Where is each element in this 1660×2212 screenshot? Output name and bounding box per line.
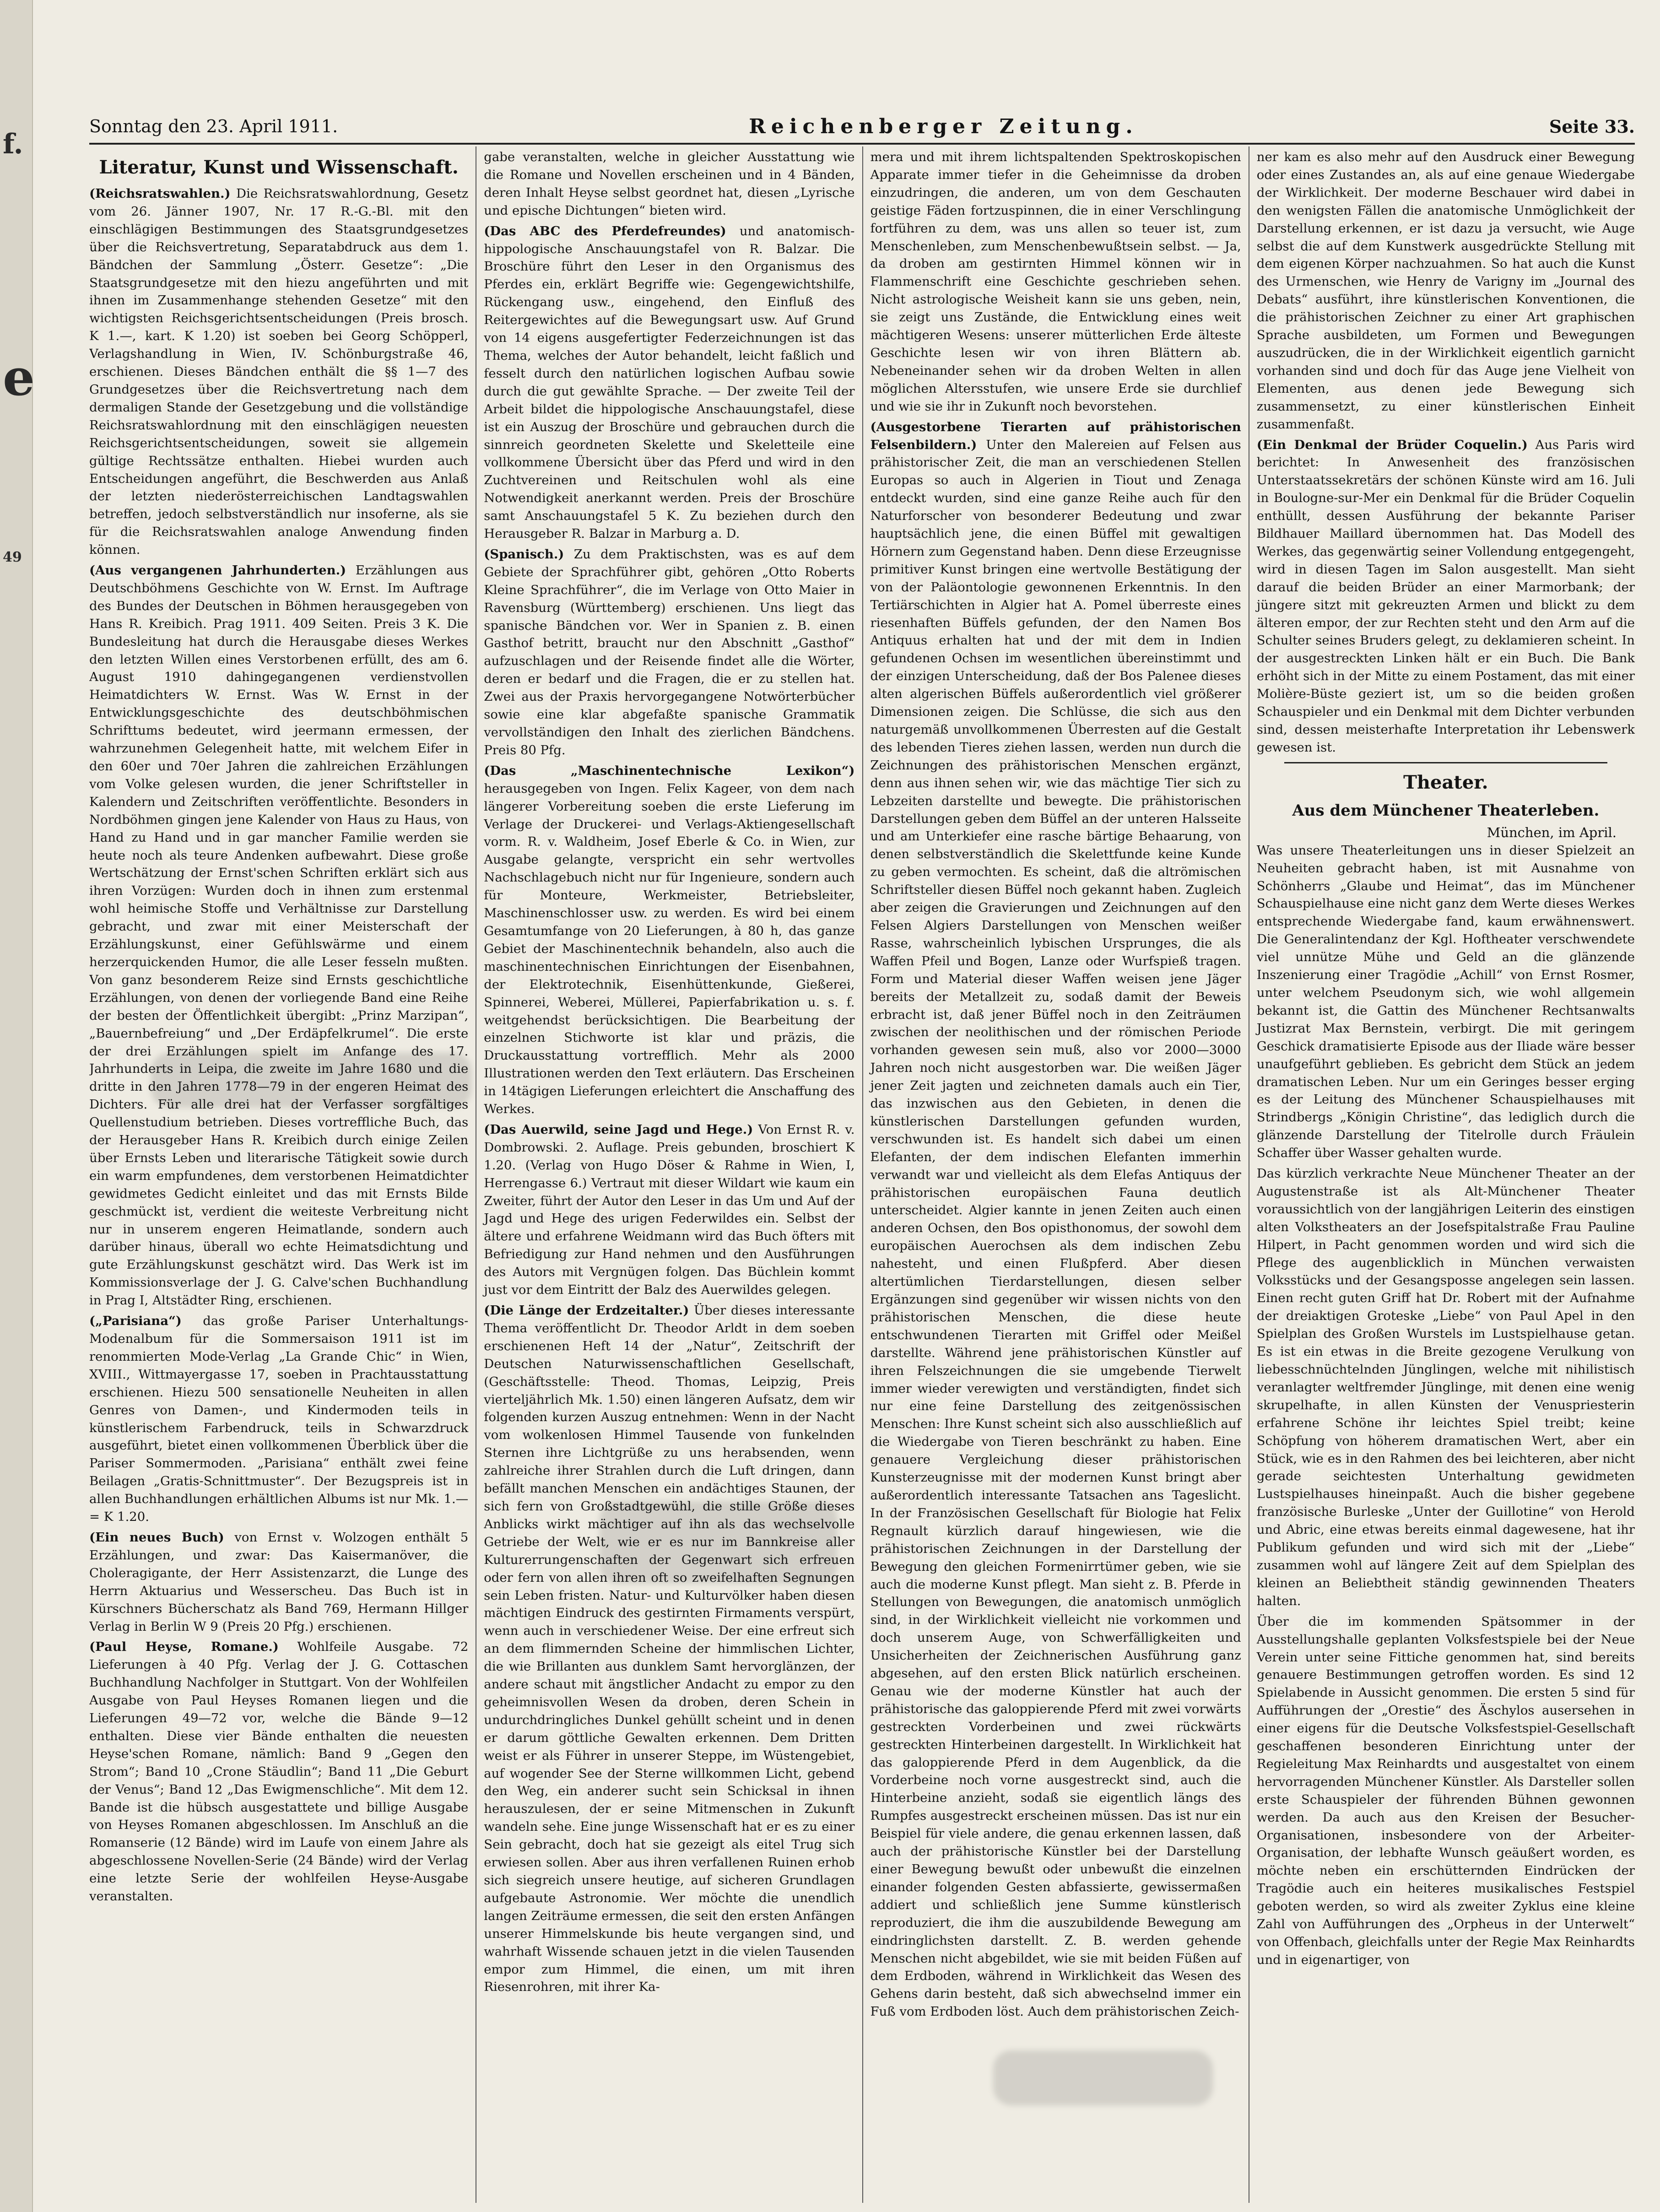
item-text: Aus Paris wird berichtet: In Anwesenheit des französischen Unterstaatssekretärs der schönen Künste wird am 16. Juli in Boulogne-sur-Mer ein Denkmal für die Brüder Coquelin enthüllt, dessen Ausführung der bekannte Pariser Bildhauer Maillard übernommen hat. Das Modell des Werkes, das gegenwärtig seiner Vollendung entgegengeht, wird in diesen Tagen im Salon ausgestellt. Man sieht darauf die beiden Brüder an einer Marmorbank; der jüngere sitzt mit gekreuzten Armen und blickt zu dem älteren empor, der zur Rechten steht und den Arm auf die Schulter seines Bruders gelegt, zu deklamieren scheint. In der ausgestreckten Linken hält er ein Buch. Die Bank erhöht sich in der Mitte zu einem Postament, das mit einer Molière-Büste geziert ist, um so die beiden großen Schauspieler und ein Denkmal mit dem Dichter verbunden sind, dessen meisterhafte Interpretation ihr Lebenswerk gewesen ist. [1256,437,1635,755]
news-item [89,562,468,1309]
theater-section-title: Theater. [1403,771,1488,793]
column-4 [1249,146,1635,2203]
article-headline: Aus dem Münchener Theaterleben. [1292,801,1600,820]
news-item [89,1529,468,1635]
item-kicker: (Ausgestorbene Tierarten auf prähistorischen Felsenbildern.) [870,419,1241,452]
item-kicker: (Das ABC des Pferdefreundes) [484,223,726,238]
section-title: Literatur, Kunst und Wissenschaft. [99,157,459,178]
item-text: und anatomisch-hippologische Anschauungstafel von R. Balzar. Die Broschüre führt den Leser in den Organismus des Pferdes ein, erklärt Begriffe wie: Gegengewichtshilfe, Rückengang usw., eingehend, den Einfluß des Reitergewichtes auf die Bewegungsart usw. Auf Grund von 14 eigens ausgefertigter Federzeichnungen ist das Thema, welches der Autor behandelt, leicht faßlich und fesselt durch den natürlichen logischen Aufbau sowie durch die gut gewählte Sprache. — Der zweite Teil der Arbeit bildet die hippologische Anschauungstafel, diese ist ein Auszug der Broschüre und gebrauchen durch die sinnreich geordneten Skelette und Skeletteile eine vollkommene Übersicht über das Pferd und wird in den Zuchtvereinen und Reitschulen wohl als eine Notwendigkeit anerkannt werden. Preis der Broschüre samt Anschauungstafel 5 K. Zu beziehen durch den Herausgeber R. Balzar in Marburg a. D. [484,223,855,541]
item-text: das große Pariser Unterhaltungs-Modenalbum für die Sommersaison 1911 ist im renommierten Mode-Verlag „La Grande Chic“ in Wien, XVIII., Wittmayergasse 17, soeben in Prachtausstattung erschienen. Hiezu 500 sensationelle Neuheiten in allen Genres von Damen-, und Kindermoden teils in künstlerischem Farbendruck, teils in Schwarzdruck ausgeführt, bietet einen vollkommenen Überblick über die Pariser Sommermoden. „Parisiana“ enthält zwei feine Beilagen „Gratis-Schnittmuster“. Der Bezugspreis ist in allen Buchhandlungen erhältlichen Albums ist nur Mk. 1.— = K 1.20. [89,1314,469,1525]
page-number: Seite 33. [1549,116,1635,137]
adjacent-page-edge [0,0,33,2212]
issue-date: Sonntag den 23. April 1911. [89,116,338,136]
article-paragraph: Über die im kommenden Spätsommer in der Ausstellungshalle geplanten Volksfestspiele bei der Neue Verein unter seine Fittiche genommen hat, sind bereits genauere Bestimmungen getroffen worden. Es sind 12 Spielabende in Aussicht genommen. Die ersten 5 sind für Aufführungen der „Orestie“ des Äschylos ausersehen in einer eigens für die Deutsche Volksfestspiel-Gesellschaft geschaffenen besonderen Einrichtung unter der Regieleitung Max Reinhardts und ausgestaltet von einem hervorragenden Münchener Künstler. Als Darsteller sollen erste Schauspieler der führenden Bühnen gewonnen werden. Da auch aus den Kreisen der Besucher-Organisationen, insbesondere von der Arbeiter-Organisation, der lebhafte Wunsch geäußert worden, es möchte neben ein erschütternden Eindrücken der Tragödie auch ein heiteres musikalisches Festspiel geboten werden, so wird als zweiter Zyklus eine kleine Zahl von Aufführungen des „Orpheus in der Unterwelt“ von Offenbach, gleichfalls unter der Regie Max Reinhardts und in eigenartiger, von [1256,1614,1635,1967]
item-text: Wohlfeile Ausgabe. 72 Lieferungen à 40 Pfg. Verlag der J. G. Cottaschen Buchhandlung Nachfolger in Stuttgart. Von der Wohlfeilen Ausgabe von Paul Heyses Romanen liegen und die Lieferungen 49—72 vor, welche die Bände 9—12 enthalten. Diese vier Bände enthalten die neuesten Heyse'schen Romane, nämlich: Band 9 „Gegen den Strom“; Band 10 „Crone Stäudlin“; Band 11 „Die Geburt der Venus“; Band 12 „Das Ewigmenschliche“. Mit dem 12. Bande ist die hübsch ausgestattete und billige Ausgabe von Heyses Romanen abgeschlossen. Im Anschluß an die Romanserie (12 Bände) wird im Laufe von einem Jahre als abgeschlossene Novellen-Serie (24 Bände) wird der Verlag eine letzte Serie der wohlfeilen Heyse-Ausgabe veranstalten. [89,1639,469,1904]
item-kicker: (Ein Denkmal der Brüder Coquelin.) [1256,437,1528,452]
continued-text: ner kam es also mehr auf den Ausdruck einer Bewegung oder eines Zustandes an, als auf eine genaue Wiedergabe der Wirklichkeit. Der moderne Beschauer wird dabei in den wenigsten Fällen die anatomische Unmöglichkeit der Darstellung erkennen, er ist dazu ja versucht, wie Auge selbst die auf dem Kunstwerk ausgedrückte Stellung mit dem eigenen Körper nachzuahmen. So hat auch die Kunst des Urmenschen, wie Henry de Varigny im „Journal des Debats“ ausführt, ihre künstlerischen Konventionen, die die prähistorischen Zeichner zu einer Art graphischen Sprache ausbildeten, um Formen und Bewegungen auszudrücken, die in der Wirklichkeit eigentlich garnicht vorhanden sind und doch für das Auge jene Vielheit von Elementen, aus denen jede Bewegung sich zusammensetzt, zu einer künstlerischen Einheit zusammenfaßt. [1256,150,1635,432]
article-paragraph: Was unsere Theaterleitungen uns in dieser Spielzeit an Neuheiten gebracht haben, ist mit Ausnahme von Schönherrs „Glaube und Heimat“, das im Münchener Schauspielhause eine nicht ganz dem Werte dieses Werkes entsprechende Wiedergabe fand, kaum erwähnenswert. Die Generalintendanz der Kgl. Hoftheater verschwendete viel unnütze Mühe und Geld an die glänzende Inszenierung einer Tragödie „Achill“ von Ernst Rosmer, unter welchem Pseudonym sich, wie wohl allgemein bekannt ist, die Gattin des Münchener Rechtsanwalts Justizrat Max Bernstein, verbirgt. Die mit geringem Geschick dramatisierte Episode aus der Iliade wäre besser unaufgeführt geblieben. Es gebricht dem Stück an jedem dramatischen Leben. Nur um ein Geringes besser erging es der Leitung des Münchener Schauspielhauses mit Strindbergs „Königin Christine“, das lediglich durch die glänzende Darstellung der Titelrolle durch Fräulein Schaffer über Wasser gehalten wurde. [1256,843,1635,1161]
item-kicker: („Parisiana“) [89,1314,182,1329]
margin-fragment: 49 [3,549,22,565]
item-text: Über dieses interessante Thema veröffentlicht Dr. Theodor Arldt in dem soeben erschienenen Heft 14 der „Natur“, Zeitschrift der Deutschen Naturwissenschaftlichen Gesellschaft, (Geschäftsstelle: Theod. Thomas, Leipzig, Preis vierteljährlich Mk. 1.50) einen längeren Aufsatz, dem wir folgenden kurzen Auszug entnehmen: Wenn in der Nacht vom wolkenlosen Himmel Tausende von funkelnden Sternen ihre Lichtgrüße zu uns herabsenden, wenn zahlreiche ihrer Strahlen durch die Luft dringen, dann befällt manchen Menschen ein andächtiges Staunen, der sich fern von Großstadtgewühl, die stille Größe dieses Anblicks wirkt mächtiger auf ihn als das wechselvolle Getriebe der Welt, wie er es nur im Bannkreise aller Kulturerrungenschaften der Gegenwart sich erfreuen oder fern von allen ihren oft so zweifelhaften Segnungen sein Leben fristen. Natur- und Kulturvölker haben diesen mächtigen Eindruck des gestirnten Firmaments verspürt, wenn auch in verschiedener Weise. Der eine erfreut sich an dem flimmernden Scheine der himmlischen Lichter, die wie Brillanten aus dunklem Samt hervorglänzen, der andere schaut mit ängstlicher Andacht zu empor zu den geheimnisvollen Wesen da droben, deren Schein in undurchdringliches Dunkel gehüllt scheint und in denen er darum göttliche Gewalten erkennen. Dem Dritten weist er als Führer in unserer Steppe, im Wüstengebiet, auf wogender See der Sterne willkommen Licht, gebend den Weg, ein anderer sucht sein Schicksal in ihnen herauszulesen, der er seine Mitmenschen in Zukunft wandeln sehe. Eine junge Wissenschaft hat er es zu einer Sein gebracht, doch hat sie gezeigt als eitel Trug sich erwiesen sollen. Aber aus ihren verfallenen Ruinen erhob sich siegreich unsere heutige, auf sicheren Grundlagen aufgebaute Astronomie. Wer möchte die unendlich langen Zeiträume ermessen, die seit den ersten Anfängen unserer Himmelskunde bis heute vergangen sind, und wahrhaft Wissende schauen jetzt in die vielen Tausenden empor zum Himmel, die einen, um mit ihren Riesenrohren, mit ihrer Ka- [484,1303,855,1995]
item-kicker: (Ein neues Buch) [89,1530,224,1545]
news-item [484,222,854,543]
item-text: Von Ernst R. v. Dombrowski. 2. Auflage. Preis gebunden, broschiert K 1.20. (Verlag von Hugo Döser & Rahme in Wien, I, Herrengasse 6.) Vertraut mit dieser Wildart wie kaum ein Zweiter, führt der Autor den Leser in das Um und Auf der Jagd und Hege des urigen Federwildes ein. Selbst der ältere und erfahrene Weidmann wird das Buch öfters mit Befriedigung zur Hand nehmen und den Ausführungen des Autors mit Vergnügen folgen. Das Büchlein kommt just vor dem Eintritt der Balz des Auerwildes gelegen. [484,1122,855,1298]
margin-fragment: e [3,348,35,407]
news-item [89,1312,468,1526]
continued-text: mera und mit ihrem lichtspaltenden Spektroskopischen Apparate immer tiefer in die Geheimnisse da droben einzudringen, die anderen, um von dem Geschauten geistige Fäden fortzuspinnen, die in einer Verschlingung fortführen zu dem, was uns allen so teuer ist, zum Menschenleben, zum Menschenbewußtsein selbst. — Ja, da droben am gestirnten Himmel können wir in Flammenschrift eine Geschichte geschrieben sehen. Nicht astrologische Weisheit kann sie uns geben, nein, sie zeigt uns Zustände, die Entwicklung eines weit mächtigeren Wesens: unserer mütterlichen Erde älteste Geschichte lesen wir von ihren Blättern ab. Nebeneinander sehen wir da droben Welten in allen möglichen Altersstufen, wie unsere Erde sie durchlief und wie sie ihr in Zukunft noch bevorstehen. [870,150,1241,414]
item-text: Die Reichsratswahlordnung, Gesetz vom 26. Jänner 1907, Nr. 17 R.-G.-Bl. mit den einschlägigen Bestimmungen des Staatsgrundgesetzes über die Reichsvertretung, Separatabdruck aus dem 1. Bändchen der Sammlung „Österr. Gesetze“: „Die Staatsgrundgesetze mit den hiezu angeführten und mit ihnen im Zusammenhange stehenden Gesetze“ mit den wichtigsten Reichsgerichtsentscheidungen (Preis brosch. K 1.—, kart. K 1.20) ist soeben bei Georg Schöpperl, Verlagshandlung in Wien, IV. Schönburgstraße 46, erschienen. Dieses Bändchen enthält die §§ 1—7 des Grundgesetzes über die Reichsvertretung nach dem dermaligen Stande der Gesetzgebung und die vollständige Reichsratswahlordnung mit den einschlägigen neuesten Reichsgerichtsentscheidungen, soweit sie allgemein gültige Rechtssätze enthalten. Hiebei wurden auch Entscheidungen angeführt, die Beschwerden aus Anlaß der letzten niederösterreichischen Landtagswahlen betreffen, jedoch selbstverständlich nur insoferne, als sie für die Reichsratswahlen analoge Anwendung finden können. [89,186,469,557]
continued-text: gabe veranstalten, welche in gleicher Ausstattung wie die Romane und Novellen erscheinen und in 4 Bänden, deren Inhalt Heyse selbst geordnet hat, diesen „Lyrische und epische Dichtungen“ bieten wird. [484,150,855,218]
item-text: Erzählungen aus Deutschböhmens Geschichte von W. Ernst. Im Auftrage des Bundes der Deutschen in Böhmen herausgegeben von Hans R. Kreibich. Prag 1911. 409 Seiten. Preis 3 K. Die Bundesleitung hat durch die Herausgabe dieses Werkes den letzten Willen eines Verstorbenen erfüllt, des am 6. August 1910 dahingegangenen verdienstvollen Heimatdichters W. Ernst. Was W. Ernst in der Entwicklungsgeschichte des deutschböhmischen Schrifttums bedeutet, wird jeermann ermessen, der wahrzunehmen Gelegenheit hatte, mit welchem Eifer in den 60er und 70er Jahren die zahlreichen Erzählungen vom Volke gelesen wurden, die jener Schriftsteller in Kalendern und Zeitschriften veröffentlichte. Besonders in Nordböhmen gingen jene Kalender von Haus zu Haus, von Hand zu Hand und in gar mancher Familie werden sie heute noch als teure Andenken aufbewahrt. Diese große Wertschätzung der Ernst'schen Schriften erklärt sich aus ihren Vorzügen: Wurden doch in ihnen zum erstenmal wohl heimische Stoffe und Verhältnisse zur Darstellung gebracht, und zwar mit einer Meisterschaft der Erzählungskunst, einer Gefühlswärme und einem herzerquickenden Humor, die alle Leser fesseln mußten. Von ganz besonderem Reize sind Ernsts geschichtliche Erzählungen, von denen der vorliegende Band eine Reihe der besten der Öffentlichkeit übergibt: „Prinz Marzipan“, „Bauernbefreiung“ und „Der Erdäpfelkrumel“. Die erste der drei Erzählungen spielt im Anfange des 17. Jahrhunderts in Leipa, die zweite im Jahre 1680 und die dritte in den Jahren 1778—79 in der engeren Heimat des Dichters. Für alle drei hat der Verfasser sorgfältiges Quellenstudium betrieben. Dieses vortreffliche Buch, das der Herausgeber Hans R. Kreibich durch einige Zeilen über Ernsts Leben und literarische Tätigkeit sowie durch ein warm empfundenes, dem verstorbenen Heimatdichter gewidmetes Gedicht einleitet und das mit Ernsts Bilde geschmückt ist, verdient die weiteste Verbreitung nicht nur in unserem engeren Heimatlande, sondern auch darüber hinaus, überall wo echte Heimatsdichtung und gute Erzählungskunst geschätzt wird. Das Werk ist im Kommissionsverlage der J. G. Calve'schen Buchhandlung in Prag I, Altstädter Ring, erschienen. [89,563,469,1308]
item-kicker: (Spanisch.) [484,546,564,562]
news-item [871,418,1241,2021]
news-item [89,1638,468,1905]
news-item [484,1121,854,1299]
item-text: Unter den Malereien auf Felsen aus prähistorischer Zeit, die man an verschiedenen Stellen Europas so auch in Algerien in Tiout und Zenaga entdeckt wurden, sind eine ganze Reihe auch für den Naturforscher von besonderer Bedeutung und zwar hauptsächlich jene, die einen Büffel mit gewaltigen Hörnern zum Gegenstand haben. Denn diese Erzeugnisse primitiver Kunst bringen eine wertvolle Bestätigung der von der Paläontologie gewonnenen Erkenntnis. In den Tertiärschichten in Algier hat A. Pomel überreste eines riesenhaften Büffels gefunden, der den Namen Bos Antiquus erhalten hat und der mit dem in Indien gefundenen Ochsen im wesentlichen übereinstimmt und der einzigen Unterscheidung, daß der Bos Palenee dieses alten algerischen Büffels außerordentlich viel größerer Dimensionen zeigen. Die Schlüsse, die sich aus den naturgemäß unvollkommenen Überresten auf die Gestalt des lebenden Tieres ziehen lassen, werden nun durch die Zeichnungen des prähistorischen Menschen ergänzt, denn aus ihnen sehen wir, wie das mächtige Tier sich zu Lebzeiten darstellte und bewegte. Die prähistorischen Darstellungen geben dem Büffel an der unteren Halsseite und am Unterkiefer eine rasche bärtige Behaarung, von denen selbstverständlich die Skelettfunde keine Kunde zu geben vermochten. Es scheint, daß die altrömischen Schriftsteller diesen Büffel noch gekannt haben. Zugleich aber zeigen die Gravierungen und Zeichnungen auf den Felsen Algiers Darstellungen von Menschen weißer Rasse, wahrscheinlich lybischen Ursprunges, die als Waffen Pfeil und Bogen, Lanze oder Wurfspieß tragen. Form und Material dieser Waffen weisen jene Jäger bereits der Metallzeit zu, sodaß damit der Beweis erbracht ist, daß jener Büffel noch in den Zeiträumen zwischen der neolithischen und der römischen Periode vorhanden gewesen sein muß, also vor 2000—3000 Jahren noch nicht ausgestorben war. Die weißen Jäger jener Zeit jagten und zeichneten damals auch ein Tier, das inzwischen aus den Gebieten, in denen die künstlerischen Darstellungen gefunden wurden, verschwunden ist. Es handelt sich dabei um einen Elefanten, der dem indischen Elefanten immerhin verwandt war und vielleicht als dem Elefas Antiquus der prähistorischen europäischen Fauna deutlich unterscheidet. Algier kannte in jenen Zeiten auch einen anderen Ochsen, den Bos opisthonomus, der sowohl dem europäischen Auerochsen als dem indischen Zebu nahesteht, und einen Flußpferd. Aber diesen altertümlichen Tierdarstellungen, diesen selber Ergänzungen sind gegenüber wir wissen nichts von den prähistorischen Menschen, die diese heute entschwundenen Tierarten mit Griffel oder Meißel darstellte. Während jene prähistorischen Künstler auf ihren Felszeichnungen die sie umgebende Tierwelt immer wieder verewigten und verständigten, findet sich nur eine feine Darstellung des zeitgenössischen Menschen: Ihre Kunst scheint sich also ausschließlich auf die Wiedergabe von Tieren beschränkt zu haben. Eine genauere Vergleichung dieser prähistorischen Kunsterzeugnisse mit der modernen Kunst bringt aber außerordentlich interessante Tatsachen ans Tageslicht. In der Französischen Gesellschaft für Biologie hat Felix Regnault kürzlich darauf hingewiesen, wie die prähistorischen Zeichnungen in der Darstellung der Bewegung den gleichen Formenirrtümer geben, wie sie auch die moderne Kunst pflegt. Man sieht z. B. Pferde in Stellungen von Bewegungen, die anatomisch unmöglich sind, in der Wirklichkeit vielleicht nie vorkommen und doch unserem Auge, von Schwerfälligkeiten und Unsicherheiten der Zeichnerischen Ausführung ganz abgesehen, auf den ersten Blick natürlich erscheinen. Genau wie der moderne Künstler hat auch der prähistorische das galoppierende Pferd mit zwei vorwärts gestreckten Vorderbeinen und zwei rückwärts gestreckten Hinterbeinen dargestellt. In Wirklichkeit hat das galoppierende Pferd in dem Augenblick, da die Vorderbeine noch vorne ausgestreckt sind, auch die Hinterbeine anzieht, sodaß sie eigentlich längs des Rumpfes ausgestreckt erscheinen müssen. Das ist nur ein Beispiel für viele andere, die genau erkennen lassen, daß auch der prähistorische Künstler bei der Darstellung einer Bewegung bewußt oder unbewußt die einzelnen einander folgenden Gesten abfassierte, gewissermaßen addiert und schließlich jene Summe künstlerisch reproduziert, die ihm die auszubildende Bewegung am eindringlichsten darstellt. Z. B. werden gehende Menschen nicht abgebildet, wie sie mit beiden Füßen auf dem Erdboden, während in Wirklichkeit das Wesen des Gehens darin besteht, daß sich abwechselnd immer ein Fuß vom Erdboden löst. Auch dem prähistorischen Zeich- [870,437,1241,2019]
item-kicker: (Paul Heyse, Romane.) [89,1639,279,1655]
dateline: München, im April. [1487,824,1617,840]
news-item [484,1302,854,1996]
item-text: Zu dem Praktischsten, was es auf dem Gebiete der Sprachführer gibt, gehören „Otto Roberts Kleine Sprachführer“, die im Verlage von Otto Maier in Ravensburg (Württemberg) erschienen. Uns liegt das spanische Bändchen vor. Wer in Spanien z. B. einen Gasthof betritt, braucht nur den Abschnitt „Gasthof“ aufzuschlagen und der Reisende findet alle die Wörter, deren er bedarf und die Fragen, die er zu stellen hat. Zwei aus der Praxis hervorgegangene Notwörterbücher sowie eine klar abgefaßte spanische Grammatik vervollständigen den Inhalt des zierlichen Bändchens. Preis 80 Pfg. [484,546,855,757]
item-text: herausgegeben von Ingen. Felix Kageer, von dem nach längerer Vorbereitung soeben die erste Lieferung im Verlage der Druckerei- und Verlags-Aktiengesellschaft vorm. R. v. Waldheim, Josef Eberle & Co. in Wien, zur Ausgabe gelangte, verspricht ein sehr wertvolles Nachschlagebuch nicht nur für Ingenieure, sondern auch für Monteure, Werkmeister, Betriebsleiter, Maschinenschlosser usw. zu werden. Es wird bei einem Gesamtumfange von 20 Lieferungen, à 80 h, das ganze Gebiet der Maschinentechnik behandeln, also auch die maschinentechnischen Einrichtungen der Eisenbahnen, der Elektrotechnik, Eisenhüttenkunde, Gießerei, Spinnerei, Weberei, Müllerei, Papierfabrikation u. s. f. weitgehendst berücksichtigen. Die Bearbeitung der einzelnen Stichworte ist klar und präzis, die Druckausstattung vortrefflich. Mehr als 2000 Illustrationen werden den Text erläutern. Das Erscheinen in 14tägigen Lieferungen erleichtert die Anschaffung des Werkes. [484,781,855,1117]
article-paragraph: Das kürzlich verkrachte Neue Münchener Theater an der Augustenstraße ist als Alt-Münchener Theater voraussichtlich von der langjährigen Leiterin des einstigen alten Volkstheaters an der Josefspitalstraße Frau Pauline Hilpert, in Pacht genommen worden und wird sich die Pflege des augenblicklich in München verwaisten Volksstücks und der Gesangsposse angelegen sein lassen. Einen recht guten Griff hat Dr. Robert mit der Aufnahme der dreiaktigen Groteske „Liebe“ von Paul Apel in den Spielplan des Großen Wurstels im Lustspielhause getan. Es ist ein etwas in die Breite gezogene Verulkung von liebesschnüchtelnden Jünglingen, welche mit nihilistisch veranlagter weltfremder Jünglinge, mit denen eine wenig skrupelhafte, in allen Künsten der Venuspriesterin erfahrene Schöne ihr leichtes Spiel treibt; keine Schöpfung von höherem dramatischen Wert, aber ein Stück, wie es in den Rahmen des bei leichteren, aber nicht gerade seichtesten Unterhaltung gewidmeten Lustspielhauses hineinpaßt. Auch die bisher gegebene französische Burleske „Unter der Guillotine“ von Herold und Abric, eine etwas bereits einmal dagewesene, hat ihr Publikum gefunden und wird sich mit der „Liebe“ zusammen wohl auf längere Zeit auf dem Spielplan des kleinen an Beliebtheit ständig gewinnenden Theaters halten. [1256,1166,1635,1608]
column-1 [89,146,476,2203]
item-kicker: (Aus vergangenen Jahrhunderten.) [89,563,346,578]
page-header [89,110,1635,145]
news-item [484,762,854,1118]
margin-fragment: f. [3,128,23,160]
article-columns [89,146,1635,2203]
news-item [484,546,854,759]
item-kicker: (Das Auerwild, seine Jagd und Hege.) [484,1122,753,1137]
item-kicker: (Reichsratswahlen.) [89,186,231,201]
news-item [89,185,468,559]
column-2 [476,146,862,2203]
section-divider [1284,762,1607,763]
column-3 [862,146,1249,2203]
item-kicker: (Das „Maschinentechnische Lexikon“) [484,763,855,778]
item-kicker: (Die Länge der Erdzeitalter.) [484,1303,689,1318]
newspaper-name: Reichenberger Zeitung. [749,114,1138,138]
news-item [1257,436,1635,757]
item-text: von Ernst v. Wolzogen enthält 5 Erzählungen, und zwar: Das Kaisermanöver, die Choleragigante, der Herr Assistenzarzt, die Lunge des Herrn Aktuarius und Wesserscheu. Das Buch ist in Kürschners Bücherschatz als Band 769, Hermann Hillger Verlag in Berlin W 9 (Preis 20 Pfg.) erschienen. [89,1530,469,1634]
